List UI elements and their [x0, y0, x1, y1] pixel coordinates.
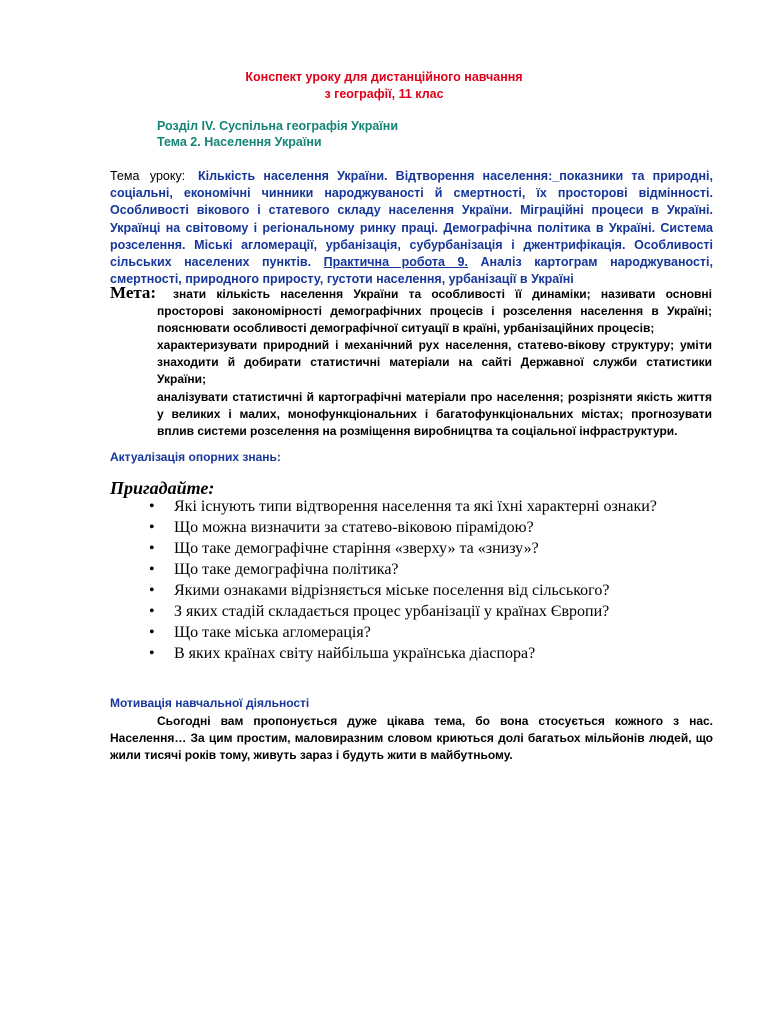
- topic-text-block: [110, 168, 713, 288]
- section-theme: Тема 2. Населення України: [157, 135, 322, 149]
- goal-label: Мета:: [110, 283, 157, 302]
- motivation-heading: Мотивація навчальної діяльності: [110, 696, 310, 710]
- question-item: • З яких стадій складається процес урбанізації у країнах Європи?: [146, 601, 712, 622]
- question-item: • Що таке демографічна політика?: [146, 559, 712, 580]
- question-item: • Що таке міська агломерація?: [146, 622, 712, 643]
- question-item: • В яких країнах світу найбільша українська діаспора?: [146, 643, 712, 664]
- recall-title: Пригадайте:: [110, 478, 215, 498]
- practical-work-description: Аналіз картограм народжуваності, смертності, природного приросту, густоти населення, урбанізації в Україні: [110, 255, 713, 287]
- question-item: • Якими ознаками відрізняється міське поселення від сільського?: [146, 580, 712, 601]
- topic-text: Кількість населення України. Відтворення населення:_показники та природні, соціальні, економічні чинники народжуваності й смертності, їх просторові відмінності. Особливості вікового і статевого складу населення України. Міграційні процеси в Україні. Українці на світовому і регіональному ринку праці. Демографічна політика в Україні. Система розселення. Міські агломерації, урбанізація, субурбанізація і джентрифікація. Особливості сільських населених пунктів.: [110, 169, 713, 270]
- header-title: Конспект уроку для дистанційного навчання: [245, 70, 523, 84]
- actualization-heading: Актуалізація опорних знань:: [110, 450, 281, 464]
- header-subtitle: з географії, 11 клас: [324, 87, 444, 101]
- motivation-text: Сьогодні вам пропонується дуже цікава тема, бо вона стосується кожного з нас. Населення… За цим простим, маловиразним словом криються долі багатьох мільйонів людей, що жили тисячі років тому, живуть зараз і будуть жити в майбутньому.: [110, 714, 713, 763]
- goal-paragraph: знати кількість населення України та особливості її динаміки; називати основні просторові закономірності демографічних процесів і розселення населення в Україні; пояснювати особливості демографічної ситуації в країні, урбанізаційних процесів;: [157, 287, 712, 336]
- goal-paragraph: аналізувати статистичні й картографічні матеріали про населення; розрізняти якість життя у великих і малих, монофункціональних і багатофункціональних містах; прогнозувати вплив системи розселення на розміщення виробництва та соціальної інфраструктури.: [157, 389, 712, 438]
- section-info: [157, 118, 398, 150]
- document-header: [0, 69, 768, 103]
- question-list: [146, 496, 712, 664]
- goal-text-block: [157, 286, 712, 440]
- section-part: Розділ IV. Суспільна географія України: [157, 119, 399, 133]
- topic-label: Тема уроку:: [110, 169, 186, 183]
- goal-paragraph: характеризувати природний і механічний рух населення, статево-вікову структуру; уміти знаходити й добирати статистичні матеріали на сайті Державної служби статистики України;: [157, 338, 712, 387]
- question-item: • Що можна визначити за статево-віковою пірамідою?: [146, 517, 712, 538]
- practical-work-link[interactable]: Практична робота 9.: [323, 255, 468, 270]
- question-item: • Що таке демографічне старіння «зверху» та «знизу»?: [146, 538, 712, 559]
- question-item: • Які існують типи відтворення населення та які їхні характерні ознаки?: [146, 496, 712, 517]
